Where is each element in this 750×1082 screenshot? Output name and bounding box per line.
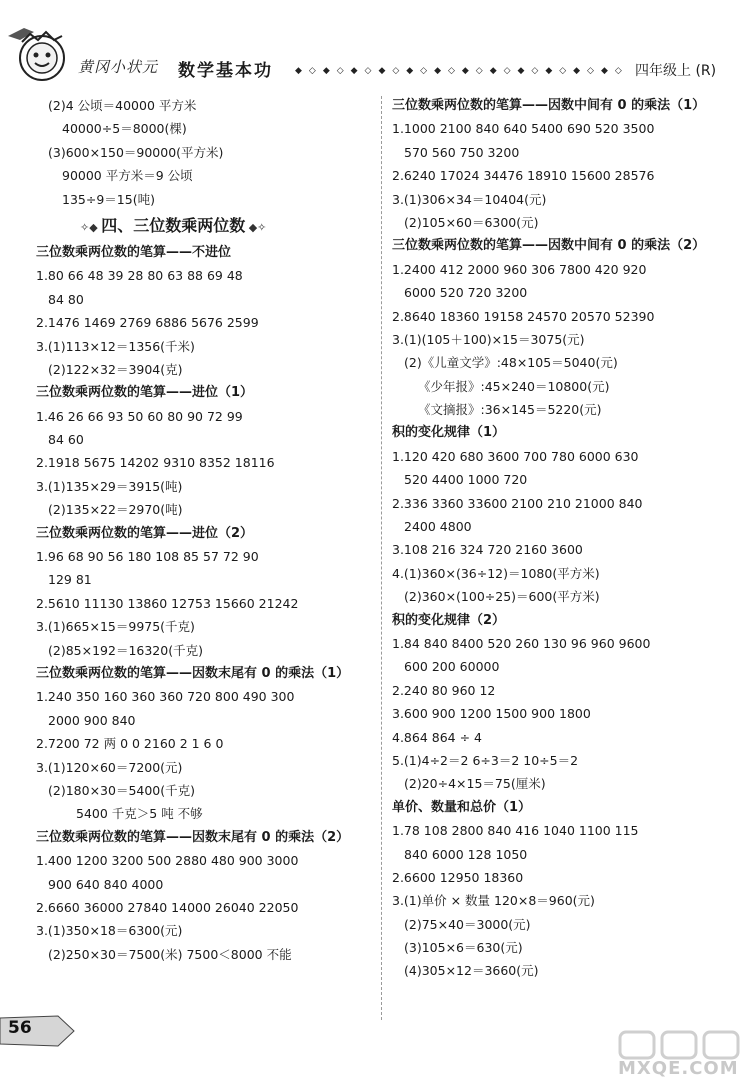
answer-line: 2.336 3360 33600 2100 210 21000 840	[392, 495, 643, 511]
exercise-heading: 三位数乘两位数的笔算——因数中间有 0 的乘法（2）	[392, 238, 706, 254]
exercise-heading: 积的变化规律（1）	[392, 425, 506, 441]
exercise-heading: 三位数乘两位数的笔算——进位（2）	[36, 525, 254, 541]
answer-line: 《文摘报》:36×145＝5220(元)	[418, 402, 602, 418]
answer-line: 2000 900 840	[48, 712, 136, 728]
section-title	[36, 211, 374, 241]
exercise-heading: 单价、数量和总价（1）	[392, 799, 532, 815]
cartoon-mascot-logo	[6, 22, 74, 86]
answer-line: 2.6240 17024 34476 18910 15600 28576	[392, 168, 655, 184]
answer-line: 1.84 840 8400 520 260 130 96 960 9600	[392, 635, 651, 651]
answer-line: 1.2400 412 2000 960 306 7800 420 920	[392, 261, 647, 277]
answer-line: 900 640 840 4000	[48, 876, 164, 892]
answer-line: 570 560 750 3200	[404, 144, 520, 160]
answer-line: 3.600 900 1200 1500 900 1800	[392, 706, 591, 722]
exercise-heading: 积的变化规律（2）	[392, 612, 506, 628]
page-number: 56	[8, 1018, 32, 1038]
answer-line: 1.78 108 2800 840 416 1040 1100 115	[392, 823, 639, 839]
answer-line: (2)85×192＝16320(千克)	[48, 642, 203, 658]
answer-line: 4.(1)360×(36÷12)＝1080(平方米)	[392, 565, 600, 581]
answer-line: 2.6600 12950 18360	[392, 869, 524, 885]
answer-line: 5.(1)4÷2＝2 6÷3＝2 10÷5＝2	[392, 752, 579, 768]
answer-line: 1.96 68 90 56 180 108 85 57 72 90	[36, 549, 259, 565]
answer-line: 1.1000 2100 840 640 5400 690 520 3500	[392, 121, 655, 137]
answer-line: 3.(1)350×18＝6300(元)	[36, 923, 183, 939]
answer-line: 1.80 66 48 39 28 80 63 88 69 48	[36, 268, 243, 284]
exercise-heading: 三位数乘两位数的笔算——因数中间有 0 的乘法（1）	[392, 98, 706, 113]
answer-line: 3.108 216 324 720 2160 3600	[392, 542, 583, 558]
answer-line: (2)180×30＝5400(千克)	[48, 782, 196, 798]
section-title-text: 四、三位数乘两位数	[101, 215, 246, 235]
answer-line: 135÷9＝15(吨)	[62, 191, 155, 207]
answer-line: 2.240 80 960 12	[392, 682, 496, 698]
answer-line: 2.6660 36000 27840 14000 26040 22050	[36, 899, 299, 915]
left-column	[36, 94, 374, 966]
column-divider	[381, 96, 383, 1020]
answer-line: 3.(1)665×15＝9975(千克)	[36, 619, 195, 635]
answer-line: 129 81	[48, 572, 92, 588]
answer-line: 520 4400 1000 720	[404, 472, 528, 488]
answer-line: 3.(1)113×12＝1356(千米)	[36, 338, 195, 354]
answer-line: 2.8640 18360 19158 24570 20570 52390	[392, 308, 655, 324]
book-title: 数学基本功	[178, 61, 273, 81]
answer-line: 840 6000 128 1050	[404, 846, 528, 862]
sparkle-icon: ✧◆	[80, 220, 102, 234]
answer-line: (2)4 公顷＝40000 平方米	[48, 98, 197, 113]
exercise-heading: 三位数乘两位数的笔算——因数末尾有 0 的乘法（2）	[36, 829, 350, 845]
answer-line: (2)105×60＝6300(元)	[404, 214, 539, 230]
exercise-heading: 三位数乘两位数的笔算——因数末尾有 0 的乘法（1）	[36, 665, 350, 681]
answer-line: (3)105×6＝630(元)	[404, 940, 523, 956]
answer-line: (3)600×150＝90000(平方米)	[48, 144, 224, 160]
answer-line: 1.46 26 66 93 50 60 80 90 72 99	[36, 408, 243, 424]
watermark-text: MXQE.COM	[618, 1058, 739, 1079]
answer-line: 90000 平方米＝9 公顷	[62, 168, 193, 184]
exercise-heading: 三位数乘两位数的笔算——不进位	[36, 244, 232, 260]
answer-line: 1.400 1200 3200 500 2880 480 900 3000	[36, 853, 299, 869]
page-header	[0, 0, 750, 90]
brand-name: 黄冈小状元	[78, 58, 159, 76]
answer-line: 2.1918 5675 14202 9310 8352 18116	[36, 455, 275, 471]
answer-line: 600 200 60000	[404, 659, 500, 675]
answer-line: 84 60	[48, 432, 84, 448]
answer-line: 3.(1)306×34＝10404(元)	[392, 191, 547, 207]
answer-line: (2)250×30＝7500(米) 7500＜8000 不能	[48, 946, 292, 962]
answer-line: (2)20÷4×15＝75(厘米)	[404, 776, 546, 792]
answer-line: 《少年报》:45×240＝10800(元)	[418, 378, 610, 394]
answer-line: (2)《儿童文学》:48×105＝5040(元)	[404, 355, 618, 371]
answer-line: (4)305×12＝3660(元)	[404, 963, 539, 979]
answer-line: 2.5610 11130 13860 12753 15660 21242	[36, 595, 299, 611]
answer-line: (2)135×22＝2970(吨)	[48, 502, 183, 518]
answer-line: 4.864 864 ÷ 4	[392, 729, 482, 745]
answer-line: 2400 4800	[404, 519, 472, 535]
answer-line: 84 80	[48, 291, 84, 307]
right-column	[392, 94, 742, 983]
decorative-chain-divider: ◆ ◇ ◆ ◇ ◆ ◇ ◆ ◇ ◆ ◇ ◆ ◇ ◆ ◇ ◆ ◇ ◆ ◇ ◆ ◇ ◆ ◇ ◆ ◇	[295, 66, 622, 76]
answer-line: 3.(1)单价 × 数量 120×8＝960(元)	[392, 893, 595, 909]
answer-line: 3.(1)120×60＝7200(元)	[36, 759, 183, 775]
answer-line: 1.240 350 160 360 360 720 800 490 300	[36, 689, 295, 705]
answer-line: 2.1476 1469 2769 6886 5676 2599	[36, 315, 259, 331]
answer-line: 5400 千克＞5 吨 不够	[76, 806, 203, 822]
answer-line: (2)122×32＝3904(克)	[48, 361, 183, 377]
answer-line: 1.120 420 680 3600 700 780 6000 630	[392, 448, 639, 464]
sparkle-icon: ◆✧	[245, 220, 267, 234]
answer-line: 6000 520 720 3200	[404, 285, 528, 301]
grade-label: 四年级上 (R)	[635, 63, 717, 79]
answer-line: (2)360×(100÷25)＝600(平方米)	[404, 589, 600, 605]
answer-line: 2.7200 72 两 0 0 2160 2 1 6 0	[36, 736, 224, 752]
exercise-heading: 三位数乘两位数的笔算——进位（1）	[36, 385, 254, 401]
answer-line: (2)75×40＝3000(元)	[404, 916, 531, 932]
answer-line: 40000÷5＝8000(棵)	[62, 121, 187, 137]
answer-line: 3.(1)(105＋100)×15＝3075(元)	[392, 331, 585, 347]
answer-line: 3.(1)135×29＝3915(吨)	[36, 478, 183, 494]
